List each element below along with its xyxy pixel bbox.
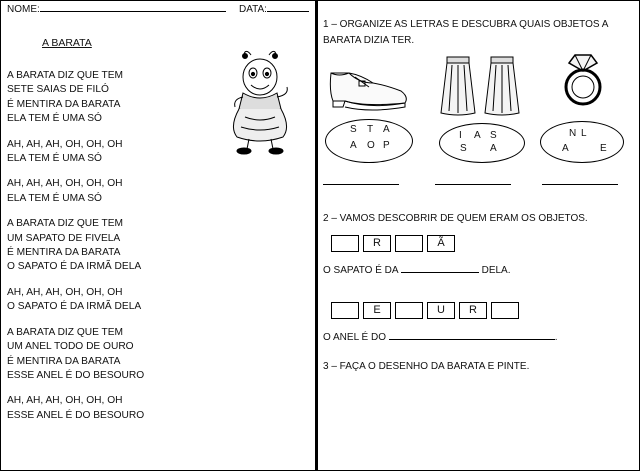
- sentence-1: [323, 265, 511, 276]
- answer-line-1[interactable]: [323, 184, 399, 185]
- cockroach-illustration: [229, 47, 293, 157]
- poem-line: É MENTIRA DA BARATA: [7, 355, 121, 367]
- poem-line: SETE SAIAS DE FILÓ: [7, 84, 109, 96]
- oval-letter: A: [350, 140, 357, 151]
- poem-line: AH, AH, AH, OH, OH, OH: [7, 138, 123, 150]
- poem-line: ELA TEM É UMA SÓ: [7, 192, 102, 204]
- oval-letter: I: [459, 130, 462, 141]
- stanza-7: [7, 394, 144, 423]
- oval-letter: P: [383, 140, 390, 151]
- poem-line: O SAPATO É DA IRMÃ DELA: [7, 261, 142, 273]
- skirts-icon: [439, 53, 525, 119]
- stanza-2: [7, 138, 144, 167]
- letter-boxes-1: [331, 235, 481, 253]
- stanza-1: [7, 69, 144, 127]
- oval-letter: S: [490, 130, 497, 141]
- question-1-line-2: BARATA DIZIA TER.: [323, 35, 415, 46]
- stanza-4: [7, 217, 144, 275]
- oval-letter: O: [367, 140, 375, 151]
- name-line[interactable]: [40, 11, 226, 12]
- answer-line-3[interactable]: [542, 184, 618, 185]
- name-label: NOME:: [7, 4, 40, 15]
- poem-line: A BARATA DIZ QUE TEM: [7, 70, 124, 81]
- question-2: 2 – VAMOS DESCOBRIR DE QUEM ERAM OS OBJETOS.: [323, 213, 588, 224]
- sentence-2-start: O ANEL É DO: [323, 332, 386, 343]
- ring-icon: [563, 51, 603, 107]
- question-1-line-1: 1 – ORGANIZE AS LETRAS E DESCUBRA QUAIS OBJETOS A: [323, 19, 609, 30]
- oval-letter: N: [569, 128, 577, 139]
- sentence-1-blank[interactable]: [401, 272, 479, 273]
- shoe-icon: [325, 61, 411, 113]
- poem-line: ESSE ANEL É DO BESOURO: [7, 409, 145, 421]
- letter-box[interactable]: R: [459, 302, 487, 319]
- poem-line: ELA TEM É UMA SÓ: [7, 153, 102, 165]
- question-3: 3 – FAÇA O DESENHO DA BARATA E PINTE.: [323, 361, 530, 372]
- poem-line: ESSE ANEL É DO BESOURO: [7, 369, 145, 381]
- poem-line: AH, AH, AH, OH, OH, OH: [7, 395, 123, 407]
- poem-line: O SAPATO É DA IRMÃ DELA: [7, 301, 142, 313]
- oval-letter: A: [562, 143, 569, 154]
- sentence-2-end: .: [554, 332, 558, 343]
- letter-box[interactable]: [331, 302, 359, 319]
- oval-letter: S: [460, 143, 467, 154]
- letters-oval-2: [439, 123, 525, 163]
- date-field[interactable]: [239, 4, 309, 15]
- poem-line: É MENTIRA DA BARATA: [7, 98, 121, 110]
- sentence-1-end: DELA.: [481, 265, 511, 276]
- poem: [7, 69, 144, 423]
- letter-box[interactable]: [395, 302, 423, 319]
- oval-letter: S: [350, 124, 357, 135]
- oval-letter: A: [474, 130, 481, 141]
- poem-line: A BARATA DIZ QUE TEM: [7, 326, 124, 338]
- poem-line: AH, AH, AH, OH, OH, OH: [7, 286, 123, 298]
- column-divider: [315, 1, 318, 470]
- question-1: [323, 17, 608, 49]
- stanza-5: [7, 286, 144, 315]
- letter-box[interactable]: Ã: [427, 235, 455, 252]
- answer-line-2[interactable]: [435, 184, 511, 185]
- sentence-1-start: O SAPATO É DA: [323, 265, 399, 276]
- letter-box[interactable]: U: [427, 302, 455, 319]
- letter-box[interactable]: [395, 235, 423, 252]
- oval-letter: A: [490, 143, 497, 154]
- oval-letter: A: [383, 124, 390, 135]
- poem-line: UM SAPATO DE FIVELA: [7, 232, 121, 244]
- letters-oval-3: [540, 121, 624, 163]
- poem-title: A BARATA: [42, 37, 92, 49]
- poem-line: É MENTIRA DA BARATA: [7, 247, 121, 259]
- sentence-2: [323, 332, 558, 343]
- oval-letter: E: [600, 143, 607, 154]
- oval-letter: T: [367, 124, 374, 135]
- poem-line: AH, AH, AH, OH, OH, OH: [7, 178, 123, 190]
- letters-oval-1: [325, 119, 413, 163]
- name-field[interactable]: [7, 4, 226, 15]
- sentence-2-blank[interactable]: [389, 339, 555, 340]
- date-line[interactable]: [267, 11, 309, 12]
- letter-box[interactable]: R: [363, 235, 391, 252]
- letter-box[interactable]: E: [363, 302, 391, 319]
- oval-letter: L: [581, 128, 587, 139]
- poem-line: UM ANEL TODO DE OURO: [7, 341, 134, 353]
- letter-box[interactable]: [331, 235, 359, 252]
- poem-line: A BARATA DIZ QUE TEM: [7, 218, 124, 230]
- stanza-6: [7, 326, 144, 384]
- poem-line: ELA TEM É UMA SÓ: [7, 113, 102, 125]
- letter-boxes-2: [331, 302, 551, 320]
- stanza-3: [7, 177, 144, 206]
- date-label: DATA:: [239, 4, 267, 15]
- letter-box[interactable]: [491, 302, 519, 319]
